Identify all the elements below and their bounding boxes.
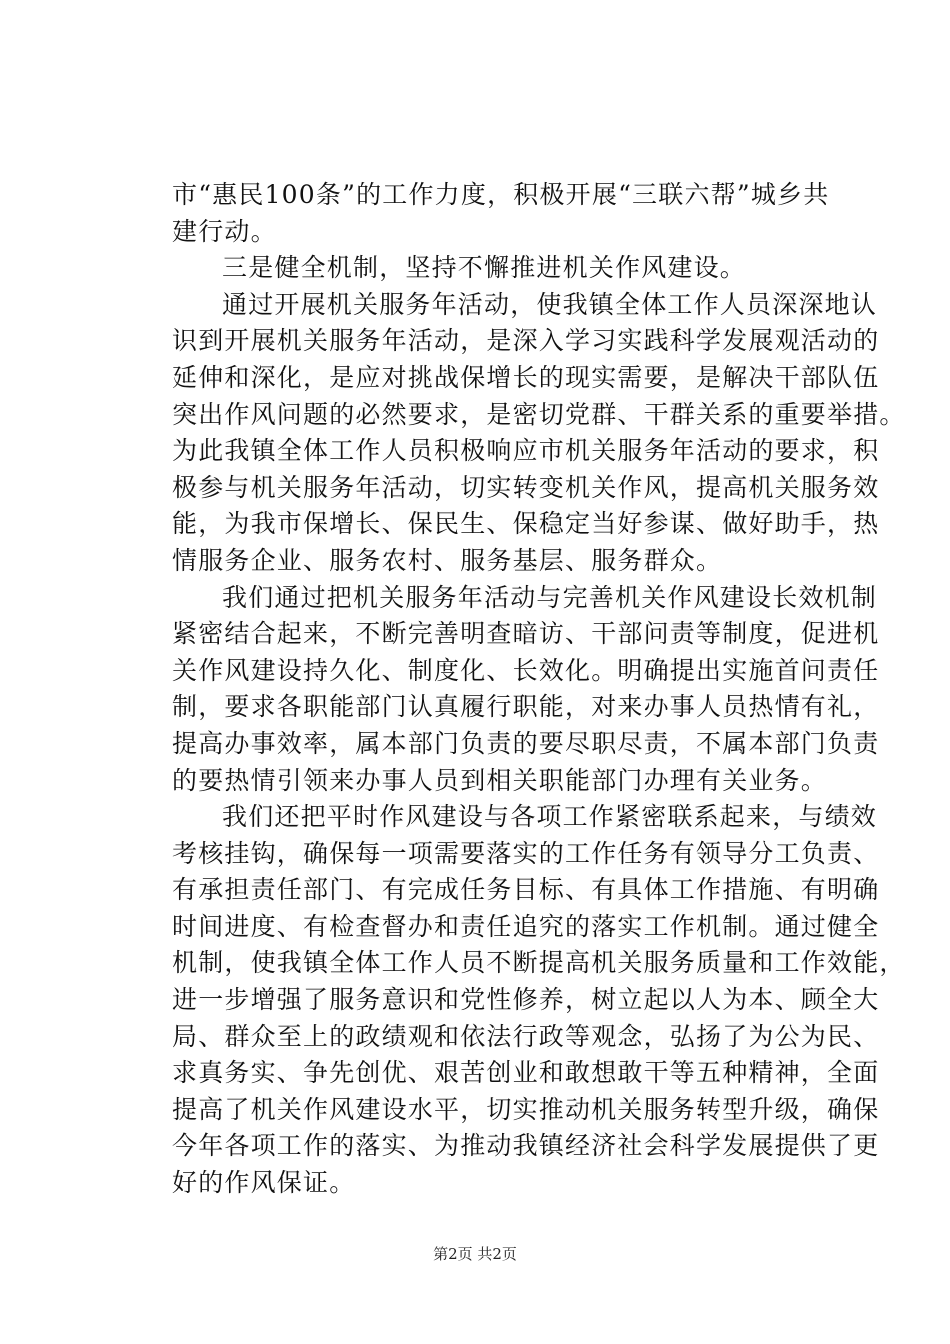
page-footer: 第2页 共2页 <box>433 1245 517 1263</box>
text-line: 我们通过把机关服务年活动与完善机关作风建设长效机制 <box>222 582 878 612</box>
text-line: 局、群众至上的政绩观和依法行政等观念，弘扬了为公为民、 <box>172 1021 880 1051</box>
text-line: 有承担责任部门、有完成任务目标、有具体工作措施、有明确 <box>172 875 880 905</box>
text-line: 求真务实、争先创优、艰苦创业和敢想敢干等五种精神，全面 <box>172 1058 880 1088</box>
text-line: 制，要求各职能部门认真履行职能，对来办事人员热情有礼， <box>172 692 880 722</box>
text-line: 紧密结合起来，不断完善明查暗访、干部问责等制度，促进机 <box>172 619 880 649</box>
text-line: 提高办事效率，属本部门负责的要尽职尽责，不属本部门负责 <box>172 728 880 758</box>
text-line: 市“惠民100条”的工作力度，积极开展“三联六帮”城乡共 <box>172 180 830 209</box>
text-line: 今年各项工作的落实、为推动我镇经济社会科学发展提供了更 <box>172 1131 880 1161</box>
text-line: 能，为我市保增长、保民生、保稳定当好参谋、做好助手，热 <box>172 509 880 539</box>
text-line: 突出作风问题的必然要求，是密切党群、干群关系的重要举措。 <box>172 399 906 429</box>
text-line: 机制，使我镇全体工作人员不断提高机关服务质量和工作效能， <box>172 948 906 978</box>
text-line: 关作风建设持久化、制度化、长效化。明确提出实施首问责任 <box>172 655 880 685</box>
text-line: 识到开展机关服务年活动，是深入学习实践科学发展观活动的 <box>172 326 880 356</box>
text-line: 通过开展机关服务年活动，使我镇全体工作人员深深地认 <box>222 289 878 319</box>
text-line: 情服务企业、服务农村、服务基层、服务群众。 <box>172 545 723 575</box>
text-line: 为此我镇全体工作人员积极响应市机关服务年活动的要求，积 <box>172 436 880 466</box>
text-line: 提高了机关作风建设水平，切实推动机关服务转型升级，确保 <box>172 1094 880 1124</box>
text-line: 建行动。 <box>172 216 277 246</box>
document-body <box>172 177 906 1202</box>
text-line: 三是健全机制，坚持不懈推进机关作风建设。 <box>222 253 747 283</box>
text-line: 时间进度、有检查督办和责任追究的落实工作机制。通过健全 <box>172 911 880 941</box>
text-line: 延伸和深化，是应对挑战保增长的现实需要，是解决干部队伍 <box>172 362 880 392</box>
text-line: 我们还把平时作风建设与各项工作紧密联系起来，与绩效 <box>222 802 878 832</box>
text-line: 好的作风保证。 <box>172 1168 356 1198</box>
text-line: 考核挂钩，确保每一项需要落实的工作任务有领导分工负责、 <box>172 838 880 868</box>
text-line: 的要热情引领来办事人员到相关职能部门办理有关业务。 <box>172 765 828 795</box>
text-line: 进一步增强了服务意识和党性修养，树立起以人为本、顾全大 <box>172 985 880 1015</box>
text-line: 极参与机关服务年活动，切实转变机关作风，提高机关服务效 <box>172 472 880 502</box>
